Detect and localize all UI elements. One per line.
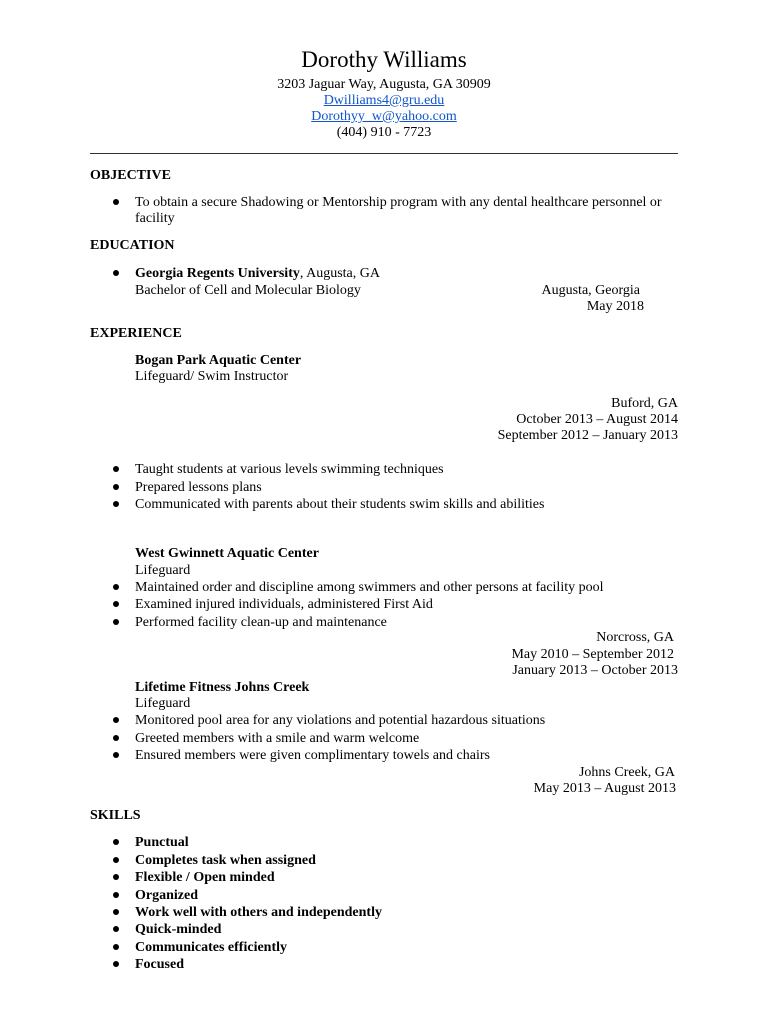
skill-item: Communicates efficiently bbox=[135, 940, 288, 955]
bullet-icon bbox=[113, 909, 119, 915]
bullet-icon bbox=[113, 717, 119, 723]
bullet-icon bbox=[113, 619, 119, 625]
bullet-icon bbox=[113, 484, 119, 490]
job-location: Johns Creek, GA bbox=[578, 765, 675, 780]
school-name: Georgia Regents University bbox=[135, 266, 300, 281]
job-bullet: Ensured members were given complimentary towels and chairs bbox=[135, 748, 490, 763]
section-heading-education: EDUCATION bbox=[90, 238, 175, 253]
job-date: October 2013 – August 2014 bbox=[516, 412, 678, 427]
bullet-icon bbox=[113, 944, 119, 950]
section-heading-objective: OBJECTIVE bbox=[90, 168, 171, 183]
job-title: Lifeguard bbox=[135, 563, 191, 578]
job-bullet: Taught students at various levels swimming techniques bbox=[135, 462, 444, 477]
bullet-icon bbox=[113, 839, 119, 845]
email-link-primary[interactable]: Dwilliams4@gru.edu bbox=[323, 93, 445, 108]
bullet-icon bbox=[113, 961, 119, 967]
education-date: May 2018 bbox=[586, 299, 644, 314]
bullet-icon bbox=[113, 857, 119, 863]
skill-item: Punctual bbox=[135, 835, 189, 850]
job-bullet: Communicated with parents about their students swim skills and abilities bbox=[135, 497, 545, 512]
skill-item: Completes task when assigned bbox=[135, 853, 316, 868]
bullet-icon bbox=[113, 752, 119, 758]
skill-item: Work well with others and independently bbox=[135, 905, 382, 920]
bullet-icon bbox=[113, 466, 119, 472]
job-bullet: Greeted members with a smile and warm welcome bbox=[135, 731, 420, 746]
job-employer: Lifetime Fitness Johns Creek bbox=[135, 680, 310, 695]
job-bullet: Maintained order and discipline among swimmers and other persons at facility pool bbox=[135, 580, 604, 595]
skill-item: Focused bbox=[135, 957, 184, 972]
education-school bbox=[135, 266, 380, 282]
skill-item: Flexible / Open minded bbox=[135, 870, 275, 885]
bullet-icon bbox=[113, 199, 119, 205]
objective-text-line1: To obtain a secure Shadowing or Mentorship program with any dental healthcare personnel or bbox=[135, 195, 662, 210]
bullet-icon bbox=[113, 501, 119, 507]
skill-item: Organized bbox=[135, 888, 198, 903]
header-divider bbox=[90, 153, 678, 154]
education-location: Augusta, Georgia bbox=[541, 283, 640, 298]
job-title: Lifeguard bbox=[135, 696, 191, 711]
bullet-icon bbox=[113, 584, 119, 590]
education-degree: Bachelor of Cell and Molecular Biology bbox=[135, 283, 361, 298]
skill-item: Quick-minded bbox=[135, 922, 222, 937]
school-location: , Augusta, GA bbox=[299, 266, 380, 281]
job-location: Norcross, GA bbox=[596, 630, 674, 645]
objective-text-line2: facility bbox=[135, 211, 175, 226]
phone-number: (404) 910 - 7723 bbox=[336, 125, 432, 140]
job-date: May 2013 – August 2013 bbox=[533, 781, 676, 796]
bullet-icon bbox=[113, 601, 119, 607]
job-bullet: Prepared lessons plans bbox=[135, 480, 262, 495]
job-bullet: Monitored pool area for any violations and potential hazardous situations bbox=[135, 713, 546, 728]
job-bullet: Examined injured individuals, administered First Aid bbox=[135, 597, 433, 612]
job-bullet: Performed facility clean-up and maintenance bbox=[135, 615, 387, 630]
job-employer: Bogan Park Aquatic Center bbox=[135, 353, 302, 368]
bullet-icon bbox=[113, 735, 119, 741]
job-employer: West Gwinnett Aquatic Center bbox=[135, 546, 319, 561]
job-date: May 2010 – September 2012 bbox=[511, 647, 674, 662]
bullet-icon bbox=[113, 270, 119, 276]
bullet-icon bbox=[113, 874, 119, 880]
bullet-icon bbox=[113, 892, 119, 898]
address: 3203 Jaguar Way, Augusta, GA 30909 bbox=[277, 77, 491, 92]
job-location: Buford, GA bbox=[611, 396, 678, 411]
job-title: Lifeguard/ Swim Instructor bbox=[135, 369, 289, 384]
job-date: September 2012 – January 2013 bbox=[497, 428, 678, 443]
section-heading-experience: EXPERIENCE bbox=[90, 326, 182, 341]
job-date: January 2013 – October 2013 bbox=[512, 663, 678, 678]
section-heading-skills: SKILLS bbox=[90, 808, 141, 823]
resume-name: Dorothy Williams bbox=[301, 47, 467, 72]
bullet-icon bbox=[113, 926, 119, 932]
email-link-secondary[interactable]: Dorothyy_w@yahoo.com bbox=[311, 109, 457, 124]
